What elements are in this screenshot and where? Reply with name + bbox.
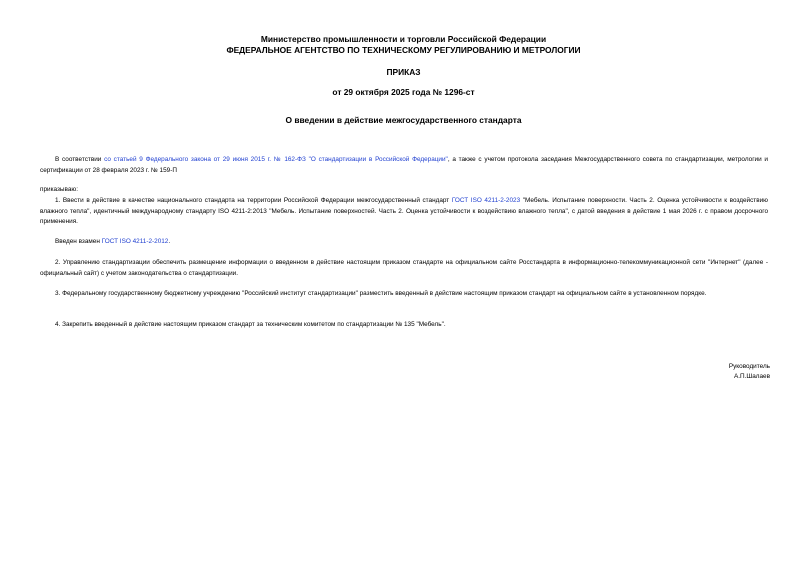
replaced-paragraph xyxy=(40,237,768,248)
intro-text-pre: В соответствии xyxy=(55,156,105,163)
item-4-paragraph: 4. Закрепить введенный в действие настоящим приказом стандарт за техническим комитетом по стандартизации № 135 "Мебель". xyxy=(55,321,446,328)
ministry-name: Министерство промышленности и торговли Российской Федерации xyxy=(260,34,547,44)
item-1-text-post: "Мебель. Испытание поверхности. Часть 2. Оценка устойчивости к воздействию влажного тепла", идентичный международному стандарту ISO 4211-2:2013 "Мебель. Испытание поверхностей. Часть 2. Оценка устойчивости к воздействию влажного тепла", с датой введения в действие 1 мая 2026 г. с правом досрочного применения. xyxy=(40,197,768,226)
agency-name: ФЕДЕРАЛЬНОЕ АГЕНТСТВО ПО ТЕХНИЧЕСКОМУ РЕГУЛИРОВАНИЮ И МЕТРОЛОГИИ xyxy=(226,45,581,55)
intro-text-post: , а также с учетом протокола заседания Межгосударственного совета по стандартизации, метрологии и сертификации от 28 февраля 2023 г. № 159-П xyxy=(40,156,768,174)
item-3-paragraph: 3. Федеральному государственному бюджетному учреждению "Российский институт стандартизации" разместить введенный в действие настоящим приказом стандарт на официальном сайте в установленном порядке. xyxy=(55,290,707,297)
intro-paragraph xyxy=(40,155,768,176)
signatory-title: Руководитель xyxy=(728,363,770,370)
document-subject: О введении в действие межгосударственного стандарта xyxy=(285,115,522,125)
replaced-text-pre: Введен взамен xyxy=(55,238,102,245)
item-1-paragraph xyxy=(40,196,768,228)
document-date-number: от 29 октября 2025 года № 1296-ст xyxy=(332,87,475,97)
order-word: приказываю: xyxy=(40,186,78,193)
signatory-name: А.П.Шалаев xyxy=(733,373,770,380)
document-type: ПРИКАЗ xyxy=(386,67,421,77)
item-2-paragraph: 2. Управлению стандартизации обеспечить размещение информации о введенном в действие настоящим приказом стандарте на официальном сайте Росстандарта в информационно-телекоммуникационной сети "Интернет" (далее - официальный сайт) с учетом законодательства о стандартизации. xyxy=(40,259,768,277)
replaced-text-post: . xyxy=(168,238,171,245)
item-1-text-pre: 1. Ввести в действие в качестве национального стандарта на территории Российской Федерации межгосударственный стандарт xyxy=(55,197,452,204)
gost-2012-link[interactable]: ГОСТ ISO 4211-2-2012 xyxy=(101,238,169,245)
federal-law-link[interactable]: со статьей 9 Федерального закона от 29 июня 2015 г. № 162-ФЗ "О стандартизации в Российской Федерации" xyxy=(104,156,448,163)
gost-2023-link[interactable]: ГОСТ ISO 4211-2-2023 xyxy=(451,197,521,204)
